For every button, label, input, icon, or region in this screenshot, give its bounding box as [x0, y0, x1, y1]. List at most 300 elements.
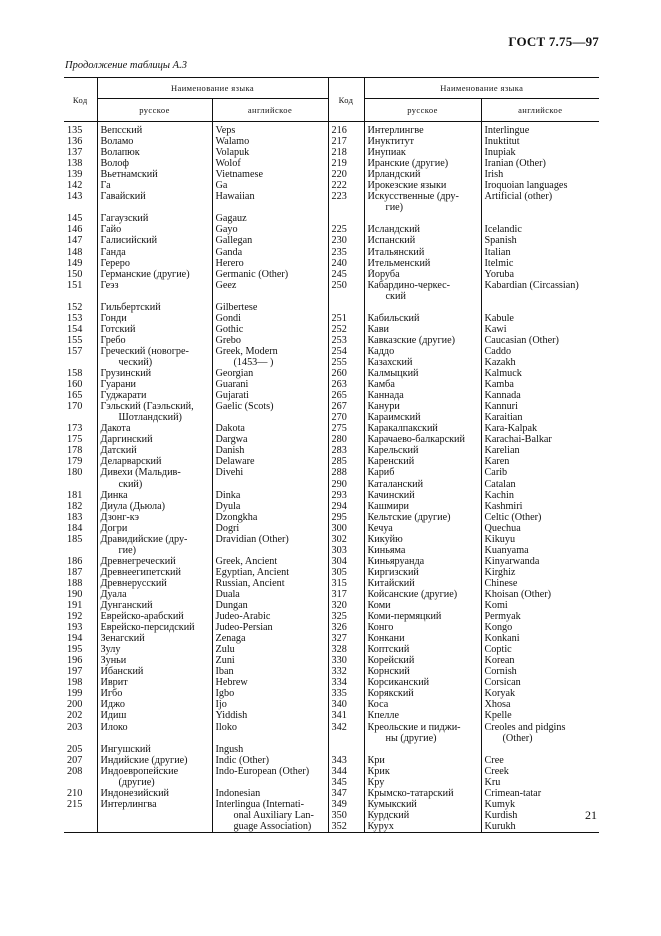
- cell-line: 179: [67, 456, 83, 468]
- cell-line: Judeo-Persian: [215, 622, 273, 634]
- english-name-right: [481, 512, 599, 523]
- code-right: [328, 269, 364, 280]
- cell-line: Геэз: [100, 279, 119, 291]
- cell-line: Ингушский: [100, 743, 151, 755]
- cell-line: Караимский: [367, 412, 421, 424]
- english-name-right: [481, 346, 599, 368]
- cell-line: ский: [385, 290, 406, 302]
- code-left: [64, 744, 97, 755]
- english-name-right: [481, 122, 599, 137]
- cell-line: 328: [331, 644, 347, 656]
- code-left: [64, 390, 97, 401]
- russian-name-right: [364, 368, 481, 379]
- cell-line: [485, 744, 600, 755]
- russian-name-left: [97, 445, 212, 456]
- cell-line: 240: [331, 257, 347, 269]
- cell-line: ческий): [118, 356, 153, 368]
- english-name-right: [481, 666, 599, 677]
- code-right: [328, 666, 364, 677]
- english-name-left: [212, 512, 328, 523]
- cell-line: 150: [67, 268, 83, 280]
- code-left: [64, 401, 97, 423]
- cell-line: 184: [67, 522, 83, 534]
- cell-line: 185: [67, 533, 83, 545]
- standard-designation: ГОСТ 7.75—97: [508, 34, 599, 49]
- table-row: [64, 644, 599, 655]
- russian-name-left: [97, 589, 212, 600]
- russian-name-right: [364, 247, 481, 258]
- cell-line: Divehi: [215, 467, 244, 479]
- russian-name-right: [364, 136, 481, 147]
- cell-line: Creoles and pidgins: [484, 721, 566, 733]
- russian-name-right: [364, 434, 481, 445]
- english-name-right: [481, 169, 599, 180]
- code-right: [328, 722, 364, 744]
- cell-line: Коптский: [367, 644, 410, 656]
- cell-line: Russian, Ancient: [215, 577, 285, 589]
- cell-line: Кариб: [367, 467, 395, 479]
- cell-line: Курдский: [367, 809, 410, 821]
- cell-line: Киргизский: [367, 566, 419, 578]
- english-name-right: [481, 722, 599, 744]
- cell-line: Kazakh: [484, 356, 516, 368]
- cell-line: Гонди: [100, 312, 127, 324]
- cell-line: Калмыцкий: [367, 368, 419, 380]
- english-name-left: [212, 766, 328, 788]
- english-name-right: [481, 567, 599, 578]
- cell-line: [368, 302, 481, 313]
- table-row: [64, 534, 599, 556]
- cell-line: Ijo: [215, 699, 227, 711]
- code-right: [328, 589, 364, 600]
- cell-line: 210: [67, 787, 83, 799]
- cell-line: 188: [67, 577, 83, 589]
- cell-line: 187: [67, 566, 83, 578]
- cell-line: 197: [67, 666, 83, 678]
- code-left: [64, 766, 97, 788]
- english-name-right: [481, 401, 599, 423]
- code-right: [328, 788, 364, 799]
- cell-line: 334: [331, 677, 347, 689]
- table-row: [64, 169, 599, 180]
- cell-line: 254: [331, 345, 347, 357]
- code-right: [328, 567, 364, 578]
- code-left: [64, 122, 97, 137]
- english-name-right: [481, 136, 599, 147]
- code-right: [328, 534, 364, 556]
- english-name-right: [481, 247, 599, 258]
- russian-name-left: [97, 788, 212, 799]
- cell-line: 208: [67, 765, 83, 777]
- cell-line: Ительменский: [367, 257, 431, 269]
- header-name-right: Наименование языка: [364, 78, 599, 99]
- table-row: [64, 180, 599, 191]
- english-name-right: [481, 180, 599, 191]
- cell-line: Каракалпакский: [367, 423, 438, 435]
- cell-line: Kara-Kalpak: [484, 423, 538, 435]
- table-row: [64, 423, 599, 434]
- english-name-left: [212, 644, 328, 655]
- cell-line: 195: [67, 644, 83, 656]
- cell-line: 165: [67, 390, 83, 402]
- header-russian-right: русское: [364, 99, 481, 122]
- cell-line: Кельтские (другие): [367, 511, 451, 523]
- russian-name-left: [97, 523, 212, 534]
- table-row: [64, 434, 599, 445]
- cell-line: Gayo: [215, 224, 238, 236]
- cell-line: 330: [331, 655, 347, 667]
- cell-line: Йоруба: [367, 268, 400, 280]
- code-left: [64, 379, 97, 390]
- table-row: [64, 799, 599, 832]
- table-row: [64, 147, 599, 158]
- cell-line: Кумыкский: [367, 798, 417, 810]
- code-right: [328, 622, 364, 633]
- cell-line: Киньяруанда: [367, 555, 425, 567]
- english-name-left: [212, 622, 328, 633]
- cell-line: Кпелле: [367, 710, 399, 722]
- english-name-left: [212, 589, 328, 600]
- cell-line: Каннада: [367, 390, 404, 402]
- cell-line: 347: [331, 787, 347, 799]
- russian-name-left: [97, 224, 212, 235]
- cell-line: Инупиак: [367, 147, 406, 159]
- code-left: [64, 722, 97, 744]
- cell-line: Дивехи (Мальдив-: [100, 467, 181, 479]
- cell-line: 317: [331, 588, 347, 600]
- english-name-right: [481, 578, 599, 589]
- cell-line: Indic (Other): [215, 754, 269, 766]
- table-row: [64, 224, 599, 235]
- cell-line: Индийские (другие): [100, 754, 188, 766]
- russian-name-right: [364, 313, 481, 324]
- cell-line: Еврейско-арабский: [100, 611, 184, 623]
- russian-name-right: [364, 258, 481, 269]
- russian-name-left: [97, 666, 212, 677]
- russian-name-left: [97, 600, 212, 611]
- cell-line: 148: [67, 246, 83, 258]
- code-right: [328, 346, 364, 368]
- cell-line: Греческий (новогре-: [100, 345, 189, 357]
- code-left: [64, 224, 97, 235]
- table-row: [64, 368, 599, 379]
- cell-line: 205: [67, 743, 83, 755]
- cell-line: Искусственные (дру-: [367, 191, 459, 203]
- cell-line: Komi: [484, 600, 508, 612]
- header-code-left: Код: [64, 78, 97, 122]
- table-row: [64, 699, 599, 710]
- cell-line: 158: [67, 368, 83, 380]
- cell-line: Дунганский: [100, 600, 153, 612]
- russian-name-left: [97, 169, 212, 180]
- cell-line: Icelandic: [484, 224, 522, 236]
- cell-line: Крик: [367, 765, 390, 777]
- cell-line: Гайо: [100, 224, 122, 236]
- cell-line: Карельский: [367, 445, 419, 457]
- english-name-right: [481, 258, 599, 269]
- russian-name-right: [364, 755, 481, 766]
- russian-name-right: [364, 501, 481, 512]
- cell-line: Delaware: [215, 456, 255, 468]
- cell-line: Kachin: [484, 489, 514, 501]
- code-right: [328, 324, 364, 335]
- cell-line: 192: [67, 611, 83, 623]
- cell-line: Древнеегипетский: [100, 566, 181, 578]
- cell-line: 352: [331, 820, 347, 832]
- cell-line: Kannuri: [484, 401, 518, 413]
- english-name-left: [212, 346, 328, 368]
- code-left: [64, 799, 97, 832]
- cell-line: Wolof: [215, 158, 241, 170]
- english-name-left: [212, 534, 328, 556]
- table-continuation-caption: Продолжение таблицы А.3: [65, 60, 187, 71]
- table-row: [64, 302, 599, 313]
- english-name-left: [212, 191, 328, 213]
- table-row: [64, 633, 599, 644]
- code-right: [328, 180, 364, 191]
- russian-name-left: [97, 655, 212, 666]
- cell-line: Шотландский): [118, 412, 182, 424]
- cell-line: Kabule: [484, 312, 514, 324]
- table-row: [64, 567, 599, 578]
- english-name-right: [481, 445, 599, 456]
- code-right: [328, 390, 364, 401]
- cell-line: 181: [67, 489, 83, 501]
- code-left: [64, 710, 97, 721]
- cell-line: (Other): [502, 732, 533, 744]
- cell-line: 345: [331, 776, 347, 788]
- code-right: [328, 147, 364, 158]
- russian-name-left: [97, 313, 212, 324]
- cell-line: Kannada: [484, 390, 521, 402]
- cell-line: Dakota: [215, 423, 245, 435]
- cell-line: Geez: [215, 279, 237, 291]
- english-name-left: [212, 490, 328, 501]
- cell-line: Dungan: [215, 600, 248, 612]
- english-name-right: [481, 434, 599, 445]
- english-name-right: [481, 534, 599, 556]
- russian-name-right: [364, 235, 481, 246]
- cell-line: Идиш: [100, 710, 127, 722]
- russian-name-right: [364, 169, 481, 180]
- russian-name-right: [364, 280, 481, 302]
- english-name-right: [481, 788, 599, 799]
- code-right: [328, 379, 364, 390]
- cell-line: 344: [331, 765, 347, 777]
- table-row: [64, 655, 599, 666]
- russian-name-left: [97, 490, 212, 501]
- code-left: [64, 699, 97, 710]
- cell-line: 219: [331, 158, 347, 170]
- code-left: [64, 589, 97, 600]
- code-left: [64, 235, 97, 246]
- cell-line: Кашмири: [367, 500, 409, 512]
- russian-name-left: [97, 611, 212, 622]
- russian-name-right: [364, 534, 481, 556]
- header-code-right: Код: [328, 78, 364, 122]
- cell-line: 302: [331, 533, 347, 545]
- cell-line: Kru: [484, 776, 501, 788]
- cell-line: 160: [67, 379, 83, 391]
- cell-line: Egyptian, Ancient: [215, 566, 290, 578]
- cell-line: 315: [331, 577, 347, 589]
- english-name-right: [481, 523, 599, 534]
- english-name-right: [481, 699, 599, 710]
- code-left: [64, 666, 97, 677]
- cell-line: Динка: [100, 489, 128, 501]
- code-left: [64, 346, 97, 368]
- code-right: [328, 235, 364, 246]
- code-right: [328, 136, 364, 147]
- cell-line: Зуньи: [100, 655, 127, 667]
- table-row: [64, 677, 599, 688]
- cell-line: Гагаузский: [100, 213, 149, 225]
- russian-name-left: [97, 379, 212, 390]
- english-name-right: [481, 269, 599, 280]
- english-name-left: [212, 324, 328, 335]
- cell-line: Даргинский: [100, 434, 153, 446]
- russian-name-left: [97, 147, 212, 158]
- cell-line: Judeo-Arabic: [215, 611, 271, 623]
- cell-line: Индоевропейские: [100, 765, 179, 777]
- cell-line: [332, 302, 364, 313]
- english-name-right: [481, 324, 599, 335]
- cell-line: Кикуйю: [367, 533, 403, 545]
- cell-line: Kamba: [484, 379, 514, 391]
- cell-line: 222: [331, 180, 347, 192]
- cell-line: Caddo: [484, 345, 512, 357]
- cell-line: Ga: [215, 180, 228, 192]
- english-name-left: [212, 136, 328, 147]
- table-row: [64, 247, 599, 258]
- table-row: [64, 755, 599, 766]
- cell-line: Yiddish: [215, 710, 248, 722]
- language-codes-table: [64, 77, 599, 833]
- russian-name-left: [97, 755, 212, 766]
- table-row: [64, 445, 599, 456]
- cell-line: Dogri: [215, 522, 240, 534]
- cell-line: Karachai-Balkar: [484, 434, 552, 446]
- code-right: [328, 258, 364, 269]
- english-name-left: [212, 147, 328, 158]
- code-left: [64, 655, 97, 666]
- russian-name-right: [364, 722, 481, 744]
- cell-line: guage Association): [233, 820, 312, 832]
- cell-line: 350: [331, 809, 347, 821]
- cell-line: Дзонг-кэ: [100, 511, 139, 523]
- cell-line: Ingush: [215, 743, 244, 755]
- table-row: [64, 122, 599, 137]
- cell-line: Гильбертский: [100, 301, 161, 313]
- cell-line: Quechua: [484, 522, 521, 534]
- english-name-left: [212, 213, 328, 224]
- cell-line: Койсанские (другие): [367, 588, 458, 600]
- code-right: [328, 302, 364, 313]
- cell-line: 332: [331, 666, 347, 678]
- page-number: 21: [585, 808, 597, 822]
- code-right: [328, 467, 364, 489]
- russian-name-left: [97, 280, 212, 302]
- russian-name-right: [364, 600, 481, 611]
- cell-line: Grebo: [215, 334, 241, 346]
- russian-name-left: [97, 346, 212, 368]
- cell-line: Gujarati: [215, 390, 249, 402]
- cell-line: 252: [331, 323, 347, 335]
- cell-line: Га: [100, 180, 111, 192]
- cell-line: Irish: [484, 169, 504, 181]
- cell-line: Gilbertese: [215, 301, 258, 313]
- english-name-left: [212, 655, 328, 666]
- code-right: [328, 456, 364, 467]
- table-body: [64, 122, 599, 833]
- cell-line: 146: [67, 224, 83, 236]
- cell-line: Догри: [100, 522, 128, 534]
- table-row: [64, 467, 599, 489]
- code-right: [328, 611, 364, 622]
- english-name-left: [212, 788, 328, 799]
- cell-line: Gaelic (Scots): [215, 401, 274, 413]
- code-left: [64, 423, 97, 434]
- cell-line: [332, 744, 364, 755]
- cell-line: [368, 744, 481, 755]
- code-left: [64, 169, 97, 180]
- code-left: [64, 633, 97, 644]
- code-left: [64, 677, 97, 688]
- english-name-right: [481, 799, 599, 832]
- russian-name-left: [97, 180, 212, 191]
- cell-line: Воламо: [100, 136, 134, 148]
- cell-line: Корсиканский: [367, 677, 430, 689]
- russian-name-right: [364, 191, 481, 213]
- code-left: [64, 456, 97, 467]
- cell-line: Волапюк: [100, 147, 140, 159]
- cell-line: 343: [331, 754, 347, 766]
- cell-line: 135: [67, 125, 83, 136]
- code-right: [328, 556, 364, 567]
- english-name-left: [212, 501, 328, 512]
- cell-line: 215: [67, 798, 83, 810]
- cell-line: 293: [331, 489, 347, 501]
- cell-line: ский): [118, 478, 143, 490]
- cell-line: 325: [331, 611, 347, 623]
- english-name-right: [481, 655, 599, 666]
- cell-line: Датский: [100, 445, 137, 457]
- cell-line: Karelian: [484, 445, 520, 457]
- cell-line: 149: [67, 257, 83, 269]
- cell-line: Duala: [215, 588, 240, 600]
- english-name-right: [481, 335, 599, 346]
- cell-line: ны (другие): [385, 732, 437, 744]
- cell-line: Koryak: [484, 688, 516, 700]
- cell-line: Interlingue: [484, 125, 530, 136]
- russian-name-right: [364, 788, 481, 799]
- cell-line: Каренский: [367, 456, 415, 468]
- russian-name-right: [364, 390, 481, 401]
- russian-name-right: [364, 445, 481, 456]
- cell-line: Greek, Modern: [215, 345, 278, 357]
- cell-line: 303: [331, 544, 347, 556]
- cell-line: Iloko: [215, 721, 238, 733]
- russian-name-left: [97, 567, 212, 578]
- cell-line: Kongo: [484, 622, 513, 634]
- table-row: [64, 313, 599, 324]
- russian-name-left: [97, 644, 212, 655]
- cell-line: 178: [67, 445, 83, 457]
- cell-line: Ирокезские языки: [367, 180, 447, 192]
- english-name-left: [212, 755, 328, 766]
- english-name-left: [212, 744, 328, 755]
- cell-line: Курух: [367, 820, 394, 832]
